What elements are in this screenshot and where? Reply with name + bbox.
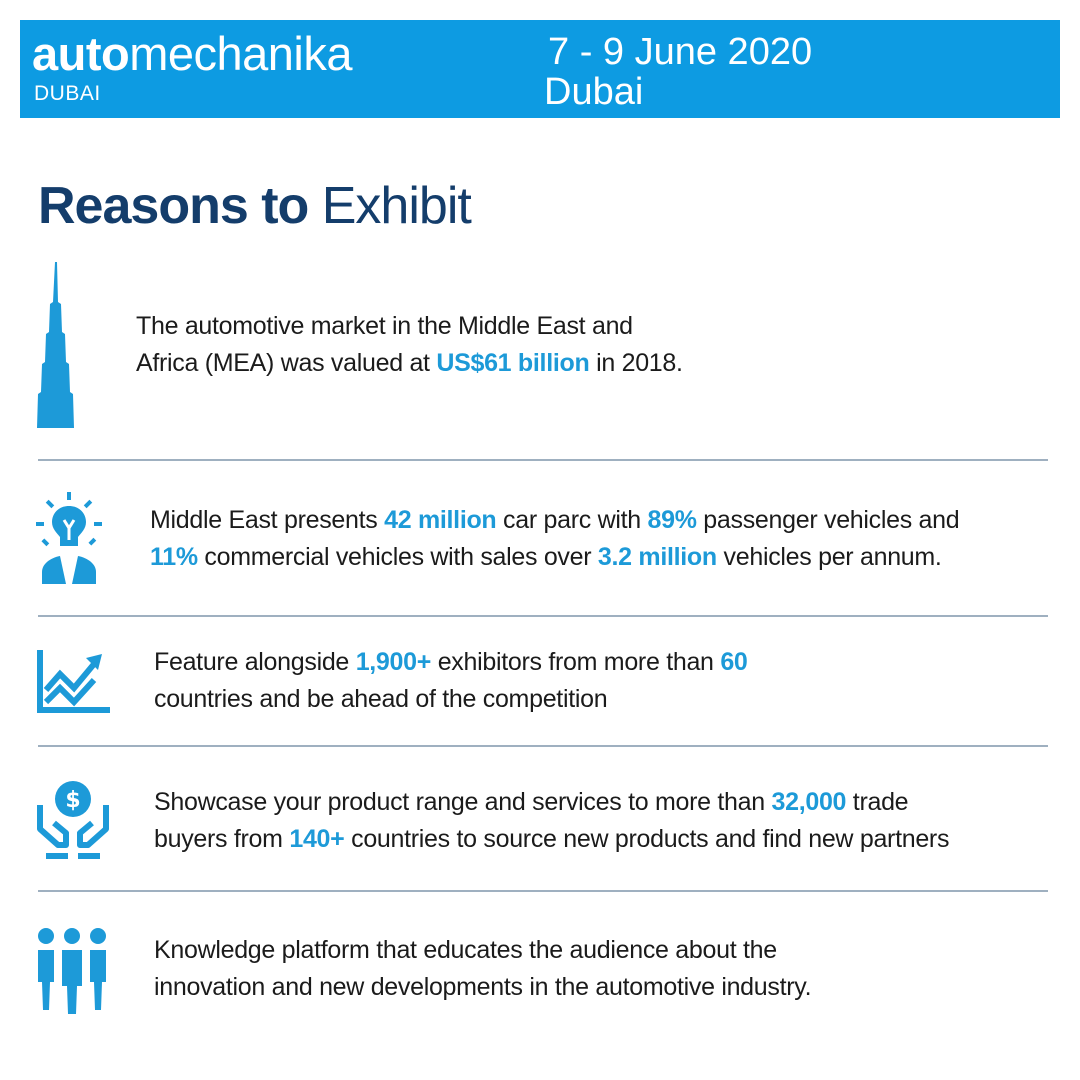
reason-line <box>154 644 748 681</box>
text-segment: Middle East presents <box>150 506 385 534</box>
text-segment: passenger vehicles and <box>696 506 960 534</box>
lightbulb-idea-icon <box>36 492 102 589</box>
burj-khalifa-icon <box>36 262 76 433</box>
reason-text <box>154 932 811 1006</box>
reason-line: innovation and new developments in the automotive industry. <box>154 973 812 1001</box>
highlight-value: 3.2 million <box>597 543 717 571</box>
reason-line: The automotive market in the Middle East and <box>136 312 633 340</box>
highlight-value: 60 <box>720 648 748 676</box>
highlight-value: 11% <box>150 543 198 571</box>
people-group-icon <box>36 926 108 1021</box>
reason-line <box>136 345 683 382</box>
text-segment: commercial vehicles with sales over <box>197 543 598 571</box>
highlight-value: 42 million <box>384 506 497 534</box>
reason-line <box>154 784 949 821</box>
highlight-value: 140+ <box>289 825 345 853</box>
header-banner <box>20 20 1060 118</box>
reason-text <box>154 784 949 858</box>
text-segment: Feature alongside <box>154 648 356 676</box>
divider <box>38 890 1048 892</box>
title-rest: Exhibit <box>321 177 471 235</box>
reason-text <box>154 644 748 718</box>
divider <box>38 745 1048 747</box>
divider <box>38 459 1048 461</box>
highlight-value: 1,900+ <box>355 648 432 676</box>
text-segment: vehicles per annum. <box>716 543 942 571</box>
text-segment: buyers from <box>154 825 290 853</box>
event-info <box>544 32 812 112</box>
text-segment: Showcase your product range and services to more than <box>154 788 772 816</box>
text-segment: in 2018. <box>589 349 683 377</box>
logo-brand-rest: mechanika <box>129 27 353 80</box>
title-bold: Reasons to <box>38 177 309 235</box>
automechanika-logo <box>32 27 353 105</box>
reason-item-buyers <box>0 775 1080 865</box>
text-segment: exhibitors from more than <box>431 648 721 676</box>
reason-item-exhibitors <box>0 640 1080 730</box>
reason-line <box>154 821 949 858</box>
text-segment: trade <box>846 788 909 816</box>
highlight-value: US$61 billion <box>436 349 590 377</box>
logo-city: DUBAI <box>34 82 101 105</box>
highlight-value: 32,000 <box>771 788 847 816</box>
text-segment: car parc with <box>496 506 648 534</box>
reason-line: countries and be ahead of the competition <box>154 685 608 713</box>
reason-text <box>136 308 683 382</box>
growth-chart-icon <box>36 650 110 719</box>
reason-item-knowledge <box>0 924 1080 1024</box>
reason-text <box>150 502 959 576</box>
divider <box>38 615 1048 617</box>
highlight-value: 89% <box>647 506 697 534</box>
reason-line <box>150 502 959 539</box>
reason-line: Knowledge platform that educates the audience about the <box>154 936 777 964</box>
logo-brand-bold: auto <box>32 27 130 80</box>
reason-line <box>150 539 959 576</box>
event-date: 7 - 9 June 2020 <box>548 31 813 73</box>
hands-dollar-icon <box>36 779 110 866</box>
event-location: Dubai <box>544 71 644 113</box>
reason-item-market <box>0 262 1080 432</box>
logo-brand <box>32 27 353 80</box>
page-title <box>38 177 471 235</box>
text-segment: countries to source new products and find new partners <box>344 825 950 853</box>
svg-text:$: $ <box>65 788 81 813</box>
reason-item-car-parc <box>0 490 1080 590</box>
text-segment: Africa (MEA) was valued at <box>136 349 437 377</box>
